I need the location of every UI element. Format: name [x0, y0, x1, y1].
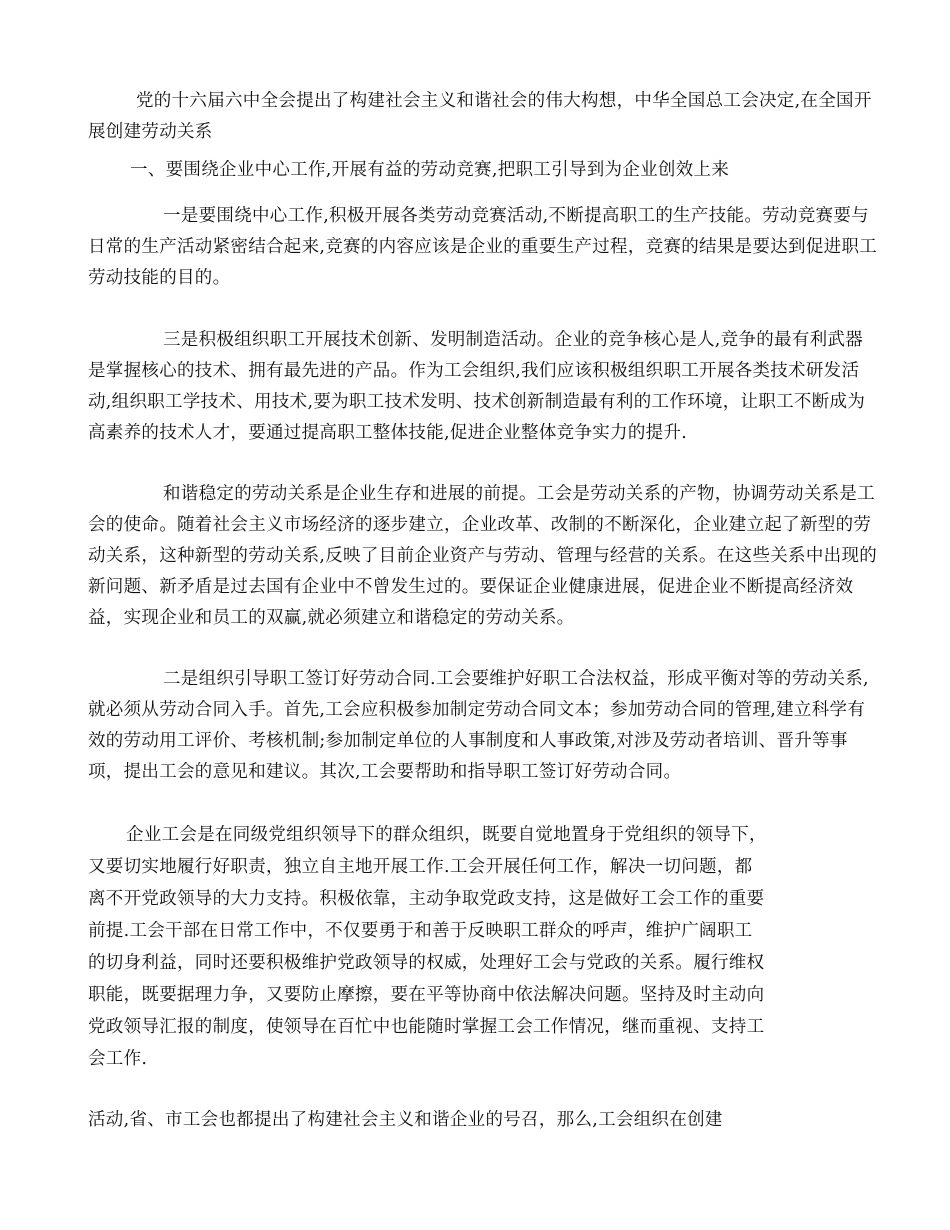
paragraph-party-leadership: 企业工会是在同级党组织领导下的群众组织，既要自觉地置身于党组织的领导下，又要切实地履行好职责，独立自主地开展工作.工会开展任何工作，解决一切问题，都离不开党政领导的大力支持。积极依靠，主动争取党政支持，这是做好工会工作的重要前提.工会干部在日常工作中，不仅要勇于和善于反映职工群众的呼声，维护广阔职工的切身利益，同时还要积极维护党政领导的权威，处理好工会与党政的关系。履行维权职能，既要据理力争，又要防止摩擦，要在平等协商中依法解决问题。坚持及时主动向党政领导汇报的制度，使领导在百忙中也能随时掌握工会工作情况，继而重视、支持工会工作.: [88, 825, 767, 1069]
section-heading-1: 一、要围绕企业中心工作,开展有益的劳动竞赛,把职工引导到为企业创效上来: [130, 160, 730, 180]
paragraph-continuation: 活动,省、市工会也都提出了构建社会主义和谐企业的号召，那么,工会组织在创建: [88, 1110, 723, 1130]
paragraph-labor-contracts: 二是组织引导职工签订好劳动合同.工会要维护好职工合法权益，形成平衡对等的劳动关系,就必须从劳动合同入手。首先,工会应积极参加制定劳动合同文本；参加劳动合同的管理,建立科学有效的劳动用工评价、考核机制;参加制定单位的人事制度和人事政策,对涉及劳动者培训、晋升等事项，提出工会的意见和建议。其次,工会要帮助和指导职工签订好劳动合同。: [88, 669, 869, 782]
paragraph-labor-competition: 一是要围绕中心工作,积极开展各类劳动竞赛活动,不断提高职工的生产技能。劳动竞赛要与日常的生产活动紧密结合起来,竞赛的内容应该是企业的重要生产过程，竞赛的结果是要达到促进职工劳动技能的目的。: [88, 206, 878, 288]
paragraph-technical-innovation: 三是积极组织职工开展技术创新、发明制造活动。企业的竞争核心是人,竞争的最有利武器是掌握核心的技术、拥有最先进的产品。作为工会组织,我们应该积极组织职工开展各类技术研发活动,组织职工学技术、用技术,要为职工技术发明、技术创新制造最有利的工作环境，让职工不断成为高素养的技术人才，要通过提高职工整体技能,促进企业整体竞争实力的提升.: [88, 330, 866, 443]
paragraph-harmonious-relations: 和谐稳定的劳动关系是企业生存和进展的前提。工会是劳动关系的产物，协调劳动关系是工会的使命。随着社会主义市场经济的逐步建立，企业改革、改制的不断深化，企业建立起了新型的劳动关系，这种新型的劳动关系,反映了目前企业资产与劳动、管理与经营的关系。在这些关系中出现的新问题、新矛盾是过去国有企业中不曾发生过的。要保证企业健康进展，促进企业不断提高经济效益，实现企业和员工的双赢,就必须建立和谐稳定的劳动关系。: [88, 484, 878, 628]
intro-paragraph: 党的十六届六中全会提出了构建社会主义和谐社会的伟大构想，中华全国总工会决定,在全国开展创建劳动关系: [88, 91, 872, 142]
